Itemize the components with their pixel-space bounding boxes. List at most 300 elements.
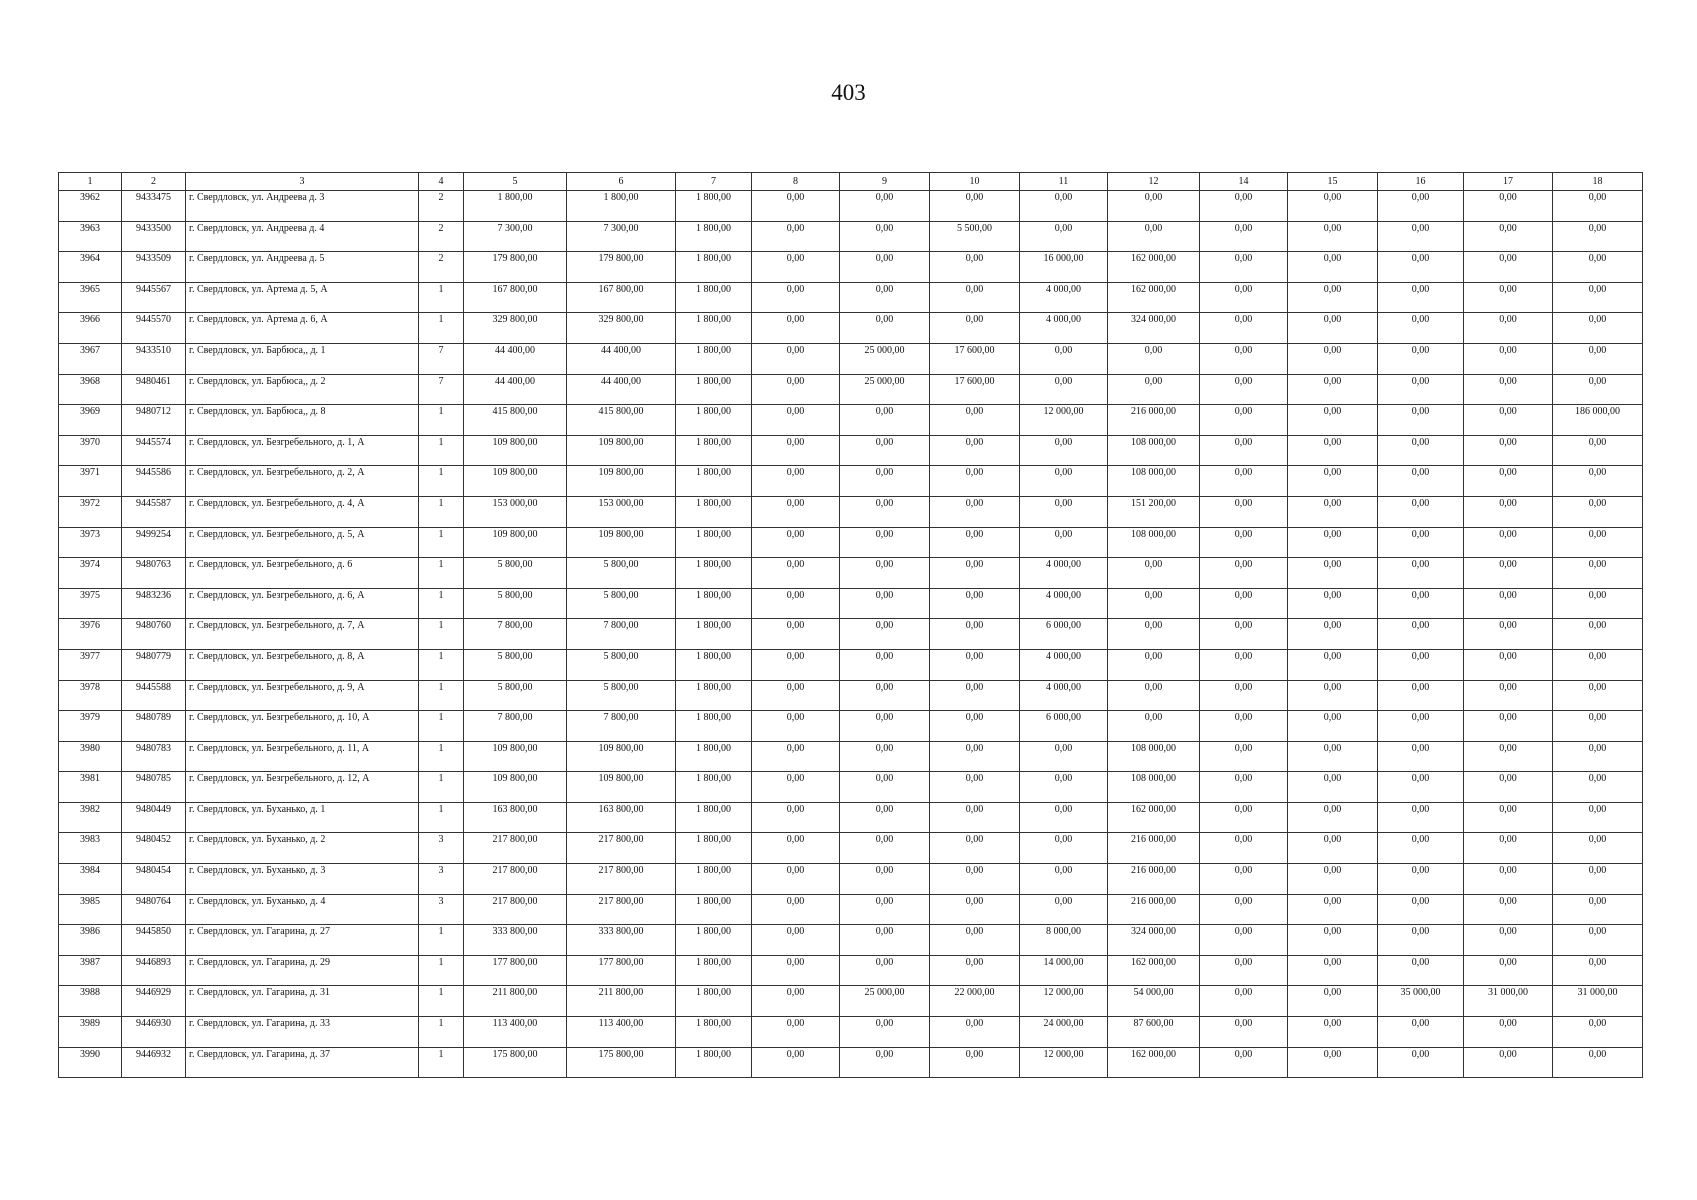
- table-cell: 211 800,00: [464, 986, 567, 1017]
- table-cell: 0,00: [1288, 558, 1378, 589]
- table-cell: 1: [419, 527, 464, 558]
- table-cell: 7 300,00: [567, 221, 676, 252]
- table-cell: 217 800,00: [567, 864, 676, 895]
- table-cell: 0,00: [752, 435, 840, 466]
- table-cell: 0,00: [1378, 343, 1464, 374]
- address-cell: г. Свердловск, ул. Андреева д. 4: [186, 221, 419, 252]
- table-cell: 0,00: [1200, 741, 1288, 772]
- column-header-3: 3: [186, 173, 419, 191]
- table-cell: 0,00: [1553, 588, 1643, 619]
- table-cell: 0,00: [930, 496, 1020, 527]
- table-cell: 0,00: [1020, 802, 1108, 833]
- table-cell: 113 400,00: [567, 1017, 676, 1048]
- table-cell: 0,00: [1378, 435, 1464, 466]
- table-cell: 0,00: [1020, 343, 1108, 374]
- table-cell: 3974: [59, 558, 122, 589]
- table-row: [59, 649, 1643, 680]
- table-cell: 9480452: [122, 833, 186, 864]
- table-cell: 0,00: [1288, 466, 1378, 497]
- table-cell: 0,00: [752, 343, 840, 374]
- table-cell: 0,00: [1378, 649, 1464, 680]
- table-cell: 7 800,00: [567, 619, 676, 650]
- table-row: [59, 711, 1643, 742]
- table-row: [59, 374, 1643, 405]
- address-cell: г. Свердловск, ул. Безгребельного, д. 4, А: [186, 496, 419, 527]
- table-cell: 0,00: [752, 191, 840, 222]
- table-cell: 0,00: [1553, 374, 1643, 405]
- table-cell: 0,00: [752, 619, 840, 650]
- table-cell: 0,00: [752, 466, 840, 497]
- table-cell: 0,00: [752, 772, 840, 803]
- table-cell: 3983: [59, 833, 122, 864]
- table-cell: 0,00: [840, 772, 930, 803]
- table-cell: 0,00: [1288, 894, 1378, 925]
- table-cell: 0,00: [1464, 466, 1553, 497]
- table-cell: 9480449: [122, 802, 186, 833]
- table-cell: 0,00: [752, 802, 840, 833]
- address-cell: г. Свердловск, ул. Безгребельного, д. 2, А: [186, 466, 419, 497]
- table-cell: 1 800,00: [676, 619, 752, 650]
- table-cell: 0,00: [1378, 527, 1464, 558]
- table-cell: 3978: [59, 680, 122, 711]
- table-cell: 12 000,00: [1020, 986, 1108, 1017]
- table-cell: 7 800,00: [567, 711, 676, 742]
- table-cell: 109 800,00: [464, 741, 567, 772]
- column-header-2: 2: [122, 173, 186, 191]
- table-cell: 1: [419, 955, 464, 986]
- table-cell: 329 800,00: [464, 313, 567, 344]
- table-cell: 0,00: [930, 619, 1020, 650]
- table-cell: 0,00: [1464, 435, 1553, 466]
- table-cell: 0,00: [1200, 558, 1288, 589]
- table-cell: 0,00: [1464, 619, 1553, 650]
- table-cell: 3977: [59, 649, 122, 680]
- table-cell: 1 800,00: [676, 466, 752, 497]
- table-cell: 3966: [59, 313, 122, 344]
- table-cell: 5 800,00: [567, 649, 676, 680]
- table-cell: 0,00: [1020, 527, 1108, 558]
- address-cell: г. Свердловск, ул. Безгребельного, д. 10, А: [186, 711, 419, 742]
- table-cell: 1 800,00: [676, 1047, 752, 1078]
- table-cell: 0,00: [1108, 619, 1200, 650]
- table-cell: 24 000,00: [1020, 1017, 1108, 1048]
- table-cell: 0,00: [752, 894, 840, 925]
- table-cell: 163 800,00: [567, 802, 676, 833]
- table-cell: 109 800,00: [464, 772, 567, 803]
- table-cell: 3984: [59, 864, 122, 895]
- address-cell: г. Свердловск, ул. Гагарина, д. 27: [186, 925, 419, 956]
- table-cell: 0,00: [1020, 374, 1108, 405]
- table-cell: 0,00: [840, 313, 930, 344]
- address-cell: г. Свердловск, ул. Гагарина, д. 33: [186, 1017, 419, 1048]
- table-cell: 5 800,00: [567, 588, 676, 619]
- table-cell: 1 800,00: [676, 711, 752, 742]
- table-cell: 0,00: [1553, 1047, 1643, 1078]
- table-cell: 0,00: [1378, 802, 1464, 833]
- table-cell: 0,00: [1288, 986, 1378, 1017]
- table-cell: 0,00: [840, 833, 930, 864]
- table-cell: 0,00: [1200, 864, 1288, 895]
- table-cell: 0,00: [1200, 711, 1288, 742]
- table-cell: 9446929: [122, 986, 186, 1017]
- table-cell: 0,00: [930, 741, 1020, 772]
- table-cell: 0,00: [1020, 191, 1108, 222]
- table-row: [59, 588, 1643, 619]
- table-cell: 0,00: [1378, 1047, 1464, 1078]
- table-cell: 3969: [59, 405, 122, 436]
- table-cell: 0,00: [1200, 619, 1288, 650]
- table-cell: 1: [419, 741, 464, 772]
- table-cell: 0,00: [1288, 833, 1378, 864]
- table-cell: 3982: [59, 802, 122, 833]
- table-cell: 4 000,00: [1020, 680, 1108, 711]
- table-cell: 7: [419, 374, 464, 405]
- table-cell: 3980: [59, 741, 122, 772]
- table-cell: 1 800,00: [676, 374, 752, 405]
- table-row: [59, 405, 1643, 436]
- table-cell: 9433510: [122, 343, 186, 374]
- table-cell: 4 000,00: [1020, 649, 1108, 680]
- table-cell: 0,00: [1553, 772, 1643, 803]
- table-cell: 0,00: [1200, 1047, 1288, 1078]
- table-cell: 5 800,00: [464, 558, 567, 589]
- table-cell: 1 800,00: [676, 405, 752, 436]
- table-cell: 0,00: [1553, 619, 1643, 650]
- table-cell: 109 800,00: [567, 741, 676, 772]
- table-cell: 0,00: [1200, 894, 1288, 925]
- address-cell: г. Свердловск, ул. Буханько, д. 1: [186, 802, 419, 833]
- table-cell: 175 800,00: [567, 1047, 676, 1078]
- table-cell: 1: [419, 649, 464, 680]
- table-cell: 2: [419, 191, 464, 222]
- table-cell: 0,00: [840, 466, 930, 497]
- table-cell: 5 800,00: [464, 649, 567, 680]
- table-cell: 0,00: [1553, 833, 1643, 864]
- table-cell: 9445586: [122, 466, 186, 497]
- table-cell: 162 000,00: [1108, 802, 1200, 833]
- table-cell: 1 800,00: [676, 558, 752, 589]
- table-cell: 0,00: [1553, 894, 1643, 925]
- table-cell: 0,00: [1108, 588, 1200, 619]
- table-cell: 0,00: [1464, 374, 1553, 405]
- table-cell: 0,00: [1288, 527, 1378, 558]
- table-cell: 54 000,00: [1108, 986, 1200, 1017]
- table-cell: 9445574: [122, 435, 186, 466]
- table-cell: 9483236: [122, 588, 186, 619]
- table-cell: 0,00: [1464, 925, 1553, 956]
- table-cell: 1: [419, 802, 464, 833]
- address-cell: г. Свердловск, ул. Андреева д. 5: [186, 252, 419, 283]
- table-cell: 0,00: [752, 558, 840, 589]
- table-cell: 0,00: [930, 1017, 1020, 1048]
- table-cell: 1 800,00: [676, 680, 752, 711]
- table-cell: 0,00: [1108, 711, 1200, 742]
- table-cell: 0,00: [1464, 802, 1553, 833]
- table-cell: 0,00: [1288, 772, 1378, 803]
- table-cell: 109 800,00: [567, 527, 676, 558]
- table-cell: 22 000,00: [930, 986, 1020, 1017]
- table-cell: 333 800,00: [567, 925, 676, 956]
- address-cell: г. Свердловск, ул. Безгребельного, д. 5, А: [186, 527, 419, 558]
- table-cell: 9480712: [122, 405, 186, 436]
- table-cell: 0,00: [1464, 588, 1553, 619]
- table-cell: 0,00: [1200, 191, 1288, 222]
- table-cell: 0,00: [1108, 221, 1200, 252]
- table-cell: 3962: [59, 191, 122, 222]
- table-cell: 0,00: [1553, 680, 1643, 711]
- table-cell: 177 800,00: [567, 955, 676, 986]
- table-cell: 0,00: [752, 1017, 840, 1048]
- table-cell: 0,00: [1553, 466, 1643, 497]
- table-row: [59, 191, 1643, 222]
- table-cell: 0,00: [1200, 496, 1288, 527]
- table-cell: 0,00: [1288, 619, 1378, 650]
- table-cell: 5 800,00: [464, 588, 567, 619]
- table-cell: 3979: [59, 711, 122, 742]
- table-cell: 3986: [59, 925, 122, 956]
- table-cell: 0,00: [1200, 527, 1288, 558]
- table-cell: 9480461: [122, 374, 186, 405]
- table-cell: 9433509: [122, 252, 186, 283]
- table-cell: 0,00: [1464, 221, 1553, 252]
- table-cell: 0,00: [1200, 680, 1288, 711]
- table-cell: 0,00: [1464, 955, 1553, 986]
- table-cell: 0,00: [1464, 1017, 1553, 1048]
- table-cell: 0,00: [1288, 864, 1378, 895]
- table-cell: 1: [419, 772, 464, 803]
- address-cell: г. Свердловск, ул. Безгребельного, д. 8, А: [186, 649, 419, 680]
- table-cell: 0,00: [930, 925, 1020, 956]
- table-cell: 216 000,00: [1108, 894, 1200, 925]
- table-cell: 1 800,00: [676, 252, 752, 283]
- table-cell: 0,00: [930, 435, 1020, 466]
- table-row: [59, 802, 1643, 833]
- table-cell: 1: [419, 282, 464, 313]
- table-cell: 17 600,00: [930, 343, 1020, 374]
- table-row: [59, 343, 1643, 374]
- table-cell: 0,00: [1378, 680, 1464, 711]
- table-cell: 0,00: [930, 864, 1020, 895]
- table-row: [59, 680, 1643, 711]
- table-cell: 0,00: [1378, 221, 1464, 252]
- table-cell: 0,00: [1200, 405, 1288, 436]
- table-cell: 1 800,00: [676, 772, 752, 803]
- table-cell: 0,00: [1553, 435, 1643, 466]
- table-row: [59, 466, 1643, 497]
- table-cell: 1: [419, 680, 464, 711]
- table-cell: 0,00: [752, 680, 840, 711]
- table-cell: 0,00: [752, 405, 840, 436]
- table-cell: 0,00: [1288, 649, 1378, 680]
- table-cell: 217 800,00: [464, 833, 567, 864]
- table-cell: 7: [419, 343, 464, 374]
- table-cell: 0,00: [1464, 772, 1553, 803]
- table-cell: 0,00: [930, 649, 1020, 680]
- table-cell: 0,00: [1464, 894, 1553, 925]
- table-cell: 0,00: [930, 191, 1020, 222]
- table-cell: 1 800,00: [676, 313, 752, 344]
- table-row: [59, 282, 1643, 313]
- table-cell: 0,00: [1378, 252, 1464, 283]
- table-cell: 0,00: [1288, 1047, 1378, 1078]
- table-cell: 3972: [59, 496, 122, 527]
- table-cell: 0,00: [1020, 466, 1108, 497]
- table-cell: 0,00: [1378, 925, 1464, 956]
- table-cell: 153 000,00: [464, 496, 567, 527]
- table-cell: 6 000,00: [1020, 619, 1108, 650]
- table-cell: 16 000,00: [1020, 252, 1108, 283]
- table-cell: 0,00: [1378, 313, 1464, 344]
- table-cell: 0,00: [1200, 925, 1288, 956]
- table-cell: 9480783: [122, 741, 186, 772]
- table-row: [59, 619, 1643, 650]
- table-cell: 9480454: [122, 864, 186, 895]
- column-header-14: 15: [1288, 173, 1378, 191]
- table-cell: 0,00: [1288, 496, 1378, 527]
- table-cell: 162 000,00: [1108, 1047, 1200, 1078]
- column-header-11: 11: [1020, 173, 1108, 191]
- table-cell: 0,00: [752, 496, 840, 527]
- table-cell: 0,00: [930, 802, 1020, 833]
- table-cell: 0,00: [1378, 741, 1464, 772]
- table-cell: 0,00: [1464, 282, 1553, 313]
- table-cell: 5 800,00: [464, 680, 567, 711]
- table-row: [59, 527, 1643, 558]
- column-header-8: 8: [752, 173, 840, 191]
- table-cell: 0,00: [930, 588, 1020, 619]
- table-cell: 0,00: [1200, 466, 1288, 497]
- table-cell: 151 200,00: [1108, 496, 1200, 527]
- address-cell: г. Свердловск, ул. Безгребельного, д. 6, А: [186, 588, 419, 619]
- table-cell: 4 000,00: [1020, 282, 1108, 313]
- table-cell: 0,00: [752, 864, 840, 895]
- table-cell: 0,00: [1200, 221, 1288, 252]
- table-cell: 0,00: [1108, 374, 1200, 405]
- table-cell: 0,00: [840, 191, 930, 222]
- table-cell: 0,00: [1553, 864, 1643, 895]
- table-cell: 0,00: [752, 741, 840, 772]
- table-row: [59, 1047, 1643, 1078]
- table-row: [59, 313, 1643, 344]
- address-cell: г. Свердловск, ул. Безгребельного, д. 1, А: [186, 435, 419, 466]
- table-cell: 1: [419, 925, 464, 956]
- table-cell: 1: [419, 405, 464, 436]
- table-cell: 44 400,00: [567, 374, 676, 405]
- table-cell: 0,00: [752, 649, 840, 680]
- table-row: [59, 894, 1643, 925]
- table-cell: 0,00: [1553, 802, 1643, 833]
- table-cell: 2: [419, 221, 464, 252]
- table-row: [59, 558, 1643, 589]
- table-row: [59, 221, 1643, 252]
- table-cell: 0,00: [1378, 405, 1464, 436]
- table-cell: 0,00: [1464, 649, 1553, 680]
- table-cell: 9480763: [122, 558, 186, 589]
- table-cell: 0,00: [1200, 772, 1288, 803]
- table-cell: 7 800,00: [464, 619, 567, 650]
- table-cell: 0,00: [1200, 833, 1288, 864]
- table-cell: 0,00: [1288, 741, 1378, 772]
- table-cell: 0,00: [752, 986, 840, 1017]
- table-cell: 109 800,00: [464, 527, 567, 558]
- table-header: [59, 173, 1643, 191]
- address-cell: г. Свердловск, ул. Буханько, д. 3: [186, 864, 419, 895]
- table-cell: 1 800,00: [676, 986, 752, 1017]
- table-cell: 333 800,00: [464, 925, 567, 956]
- table-cell: 25 000,00: [840, 343, 930, 374]
- table-cell: 35 000,00: [1378, 986, 1464, 1017]
- table-cell: 109 800,00: [567, 466, 676, 497]
- address-cell: г. Свердловск, ул. Безгребельного, д. 6: [186, 558, 419, 589]
- table-cell: 108 000,00: [1108, 741, 1200, 772]
- table-cell: 0,00: [1464, 252, 1553, 283]
- table-cell: 3989: [59, 1017, 122, 1048]
- table-cell: 3976: [59, 619, 122, 650]
- table-cell: 1: [419, 1017, 464, 1048]
- table-cell: 217 800,00: [464, 894, 567, 925]
- table-cell: 2: [419, 252, 464, 283]
- table-cell: 0,00: [840, 619, 930, 650]
- table-cell: 0,00: [840, 864, 930, 895]
- table-row: [59, 986, 1643, 1017]
- table-cell: 0,00: [1288, 680, 1378, 711]
- table-cell: 0,00: [1464, 833, 1553, 864]
- table-cell: 0,00: [1553, 741, 1643, 772]
- table-cell: 0,00: [1378, 864, 1464, 895]
- table-cell: 211 800,00: [567, 986, 676, 1017]
- table-cell: 3981: [59, 772, 122, 803]
- table-cell: 162 000,00: [1108, 955, 1200, 986]
- table-cell: 1 800,00: [676, 343, 752, 374]
- address-cell: г. Свердловск, ул. Артема д. 5, А: [186, 282, 419, 313]
- table-cell: 177 800,00: [464, 955, 567, 986]
- table-cell: 0,00: [840, 558, 930, 589]
- table-cell: 0,00: [1288, 221, 1378, 252]
- table-cell: 0,00: [1020, 864, 1108, 895]
- table-cell: 0,00: [752, 252, 840, 283]
- table-cell: 0,00: [752, 925, 840, 956]
- table-cell: 1 800,00: [676, 955, 752, 986]
- address-cell: г. Свердловск, ул. Гагарина, д. 29: [186, 955, 419, 986]
- table-row: [59, 496, 1643, 527]
- table-cell: 0,00: [840, 282, 930, 313]
- table-row: [59, 741, 1643, 772]
- table-cell: 0,00: [1553, 221, 1643, 252]
- table-cell: 1: [419, 558, 464, 589]
- table-cell: 1 800,00: [676, 833, 752, 864]
- table-cell: 9445567: [122, 282, 186, 313]
- table-cell: 0,00: [930, 833, 1020, 864]
- address-cell: г. Свердловск, ул. Безгребельного, д. 11, А: [186, 741, 419, 772]
- table-cell: 0,00: [1464, 496, 1553, 527]
- table-cell: 0,00: [840, 1047, 930, 1078]
- table-cell: 0,00: [1020, 496, 1108, 527]
- column-header-12: 12: [1108, 173, 1200, 191]
- table-cell: 0,00: [840, 894, 930, 925]
- table-cell: 0,00: [1288, 925, 1378, 956]
- table-row: [59, 1017, 1643, 1048]
- table-cell: 0,00: [1378, 894, 1464, 925]
- table-cell: 109 800,00: [567, 435, 676, 466]
- table-cell: 0,00: [1553, 313, 1643, 344]
- address-cell: г. Свердловск, ул. Гагарина, д. 31: [186, 986, 419, 1017]
- table-cell: 12 000,00: [1020, 1047, 1108, 1078]
- column-header-7: 7: [676, 173, 752, 191]
- table-cell: 0,00: [840, 649, 930, 680]
- table-cell: 3: [419, 833, 464, 864]
- table-cell: 0,00: [840, 802, 930, 833]
- table-cell: 0,00: [752, 374, 840, 405]
